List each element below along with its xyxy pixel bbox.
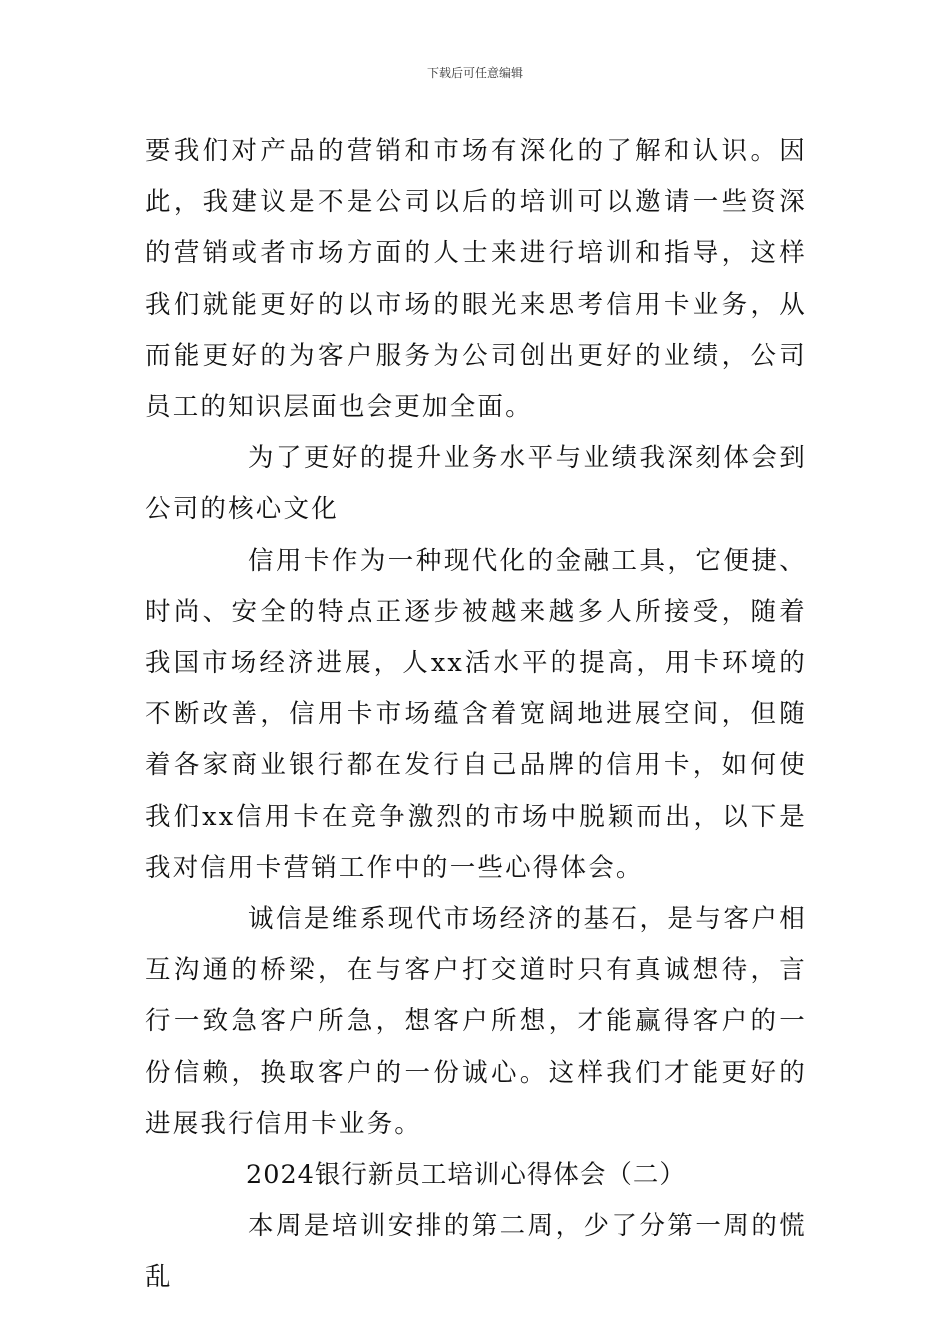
section-title: 2024银行新员工培训心得体会（二） xyxy=(246,1160,686,1191)
paragraph-3: 信用卡作为一种现代化的金融工具，它便捷、时尚、安全的特点正逐步被越来越多人所接受，随着我国市场经济进展，人xx活水平的提高，用卡环境的不断改善，信用卡市场蕴含着宽阔地进展空间，但随着各家商业银行都在发行自己品牌的信用卡，如何使我们xx信用卡在竞争激烈的市场中脱颖而出，以下是我对信用卡营销工作中的一些心得体会。 xyxy=(145,545,807,883)
paragraph-4: 诚信是维系现代市场经济的基石，是与客户相互沟通的桥梁，在与客户打交道时只有真诚想待，言行一致急客户所急，想客户所想，才能赢得客户的一份信赖，换取客户的一份诚心。这样我们才能更好的进展我行信用卡业务。 xyxy=(145,904,807,1139)
paragraph-1: 要我们对产品的营销和市场有深化的了解和认识。因此，我建议是不是公司以后的培训可以邀请一些资深的营销或者市场方面的人士来进行培训和指导，这样我们就能更好的以市场的眼光来思考信用卡业务，从而能更好的为客户服务为公司创出更好的业绩，公司员工的知识层面也会更加全面。 xyxy=(145,136,807,423)
paragraph-2: 为了更好的提升业务水平与业绩我深刻体会到公司的核心文化 xyxy=(145,443,807,525)
document-body xyxy=(145,126,807,1304)
paragraph-5: 本周是培训安排的第二周，少了分第一周的慌乱 xyxy=(145,1211,807,1293)
page-header: 下载后可任意编辑 xyxy=(426,66,523,80)
